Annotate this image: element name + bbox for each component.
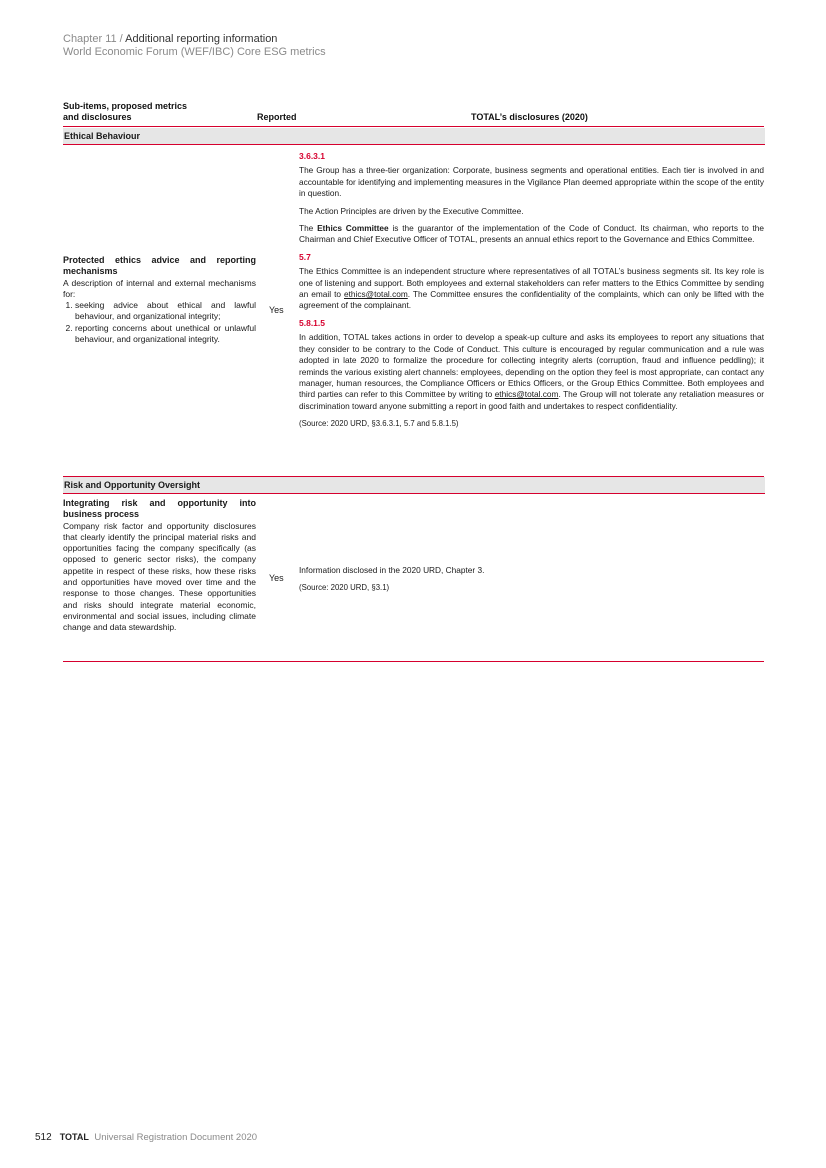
column-header-disclosures: TOTAL’s disclosures (2020) [471,112,588,122]
ethics-email-link[interactable]: ethics@total.com [344,289,408,300]
disclosure-cell [299,565,764,600]
metric-title: Integrating risk and opportunity into business process [63,498,256,520]
ethics-email-link[interactable]: ethics@total.com [494,389,559,400]
metric-list [63,300,256,345]
page-number: 512 [35,1132,52,1143]
document-title: Universal Registration Document 2020 [94,1132,258,1143]
disclosure-cell [299,151,764,436]
section-band-ethical-behaviour: Ethical Behaviour [63,128,765,145]
disclosure-paragraph: Information disclosed in the 2020 URD, Chapter 3. [299,565,485,575]
disclosure-paragraph: The Action Principles are driven by the Executive Committee. [299,205,524,216]
list-item: 1. seeking advice about ethical and lawful behaviour, and organizational integrity; [75,300,256,323]
reference-number: 5.8.1.5 [299,317,325,328]
table-header [63,100,764,127]
metric-title: Protected ethics advice and reporting mechanisms [63,255,256,277]
column-header-reported: Reported [257,112,297,122]
table-row [63,146,764,477]
page-subtitle: World Economic Forum (WEF/IBC) Core ESG metrics [63,46,326,58]
reported-value: Yes [269,305,284,315]
disclosure-paragraph: The Group has a three-tier organization: Corporate, business segments and operational entities. Each tier is involved in and accountable for identifying and implementing measures in the Vigilance Plan deemed appropriate within the scope of the entity in question. [299,165,764,199]
chapter-line: Chapter 11 / Additional reporting information [63,33,278,45]
reference-number: 5.7 [299,251,311,262]
chapter-label: Chapter 11 [63,33,117,45]
page-footer [35,1131,257,1144]
disclosure-paragraph: In addition, TOTAL takes actions in order to develop a speak-up culture and asks its employees to report any situations that they consider to be contrary to the Code of Conduct. This culture is encouraged by regular communication and a rule was adopted in late 2020 to formalize the procedure for collecting integrity alerts (corruption, fraud and influence peddling); it reminds the various existing alert channels: employees, depending on the option they feel is most appropriate, can contact any manager, human resources, the Compliance Officers or Ethics Officers, or the Group Ethics Committee. Both employees and third parties can refer to this Committee by writing to ethics@total.com. The Group will not tolerate any retaliation measures or discrimination toward anyone submitting a report in good faith and undertakes to respect confidentiality. [299,332,764,411]
reference-number: 3.6.3.1 [299,151,325,161]
column-header-subitems: Sub-items, proposed metrics and disclosures [63,101,188,122]
metric-description: A description of internal and external mechanisms for: [63,277,256,299]
metric-description: Company risk factor and opportunity disclosures that clearly identify the principal material risks and opportunities facing the company specifically (as opposed to generic sector risks), the company appetite in respect of these risks, how these risks and opportunities have moved over time and the response to those changes. These opportunities and risks should integrate material economic, environmental and social issues, including climate change and data stewardship. [63,520,256,633]
metric-cell [63,255,256,345]
metric-cell [63,498,256,634]
ethics-committee-bold: Ethics Committee [317,223,389,234]
reported-value: Yes [269,573,284,583]
section-title: Additional reporting information [125,33,278,45]
disclosure-paragraph: The Ethics Committee is an independent structure where representatives of all TOTAL’s business segments sit. Its key role is one of listening and support. Both employees and external stakeholders can refer matters to the Ethics Committee by sending an email to ethics@total.com. The Committee ensures the confidentiality of the complaints, which can only be lifted with the agreement of the complainant. [299,266,765,311]
table-row [63,495,764,662]
section-band-risk-opportunity: Risk and Opportunity Oversight [63,477,765,494]
page-header [63,33,326,59]
brand-name: TOTAL [59,1132,89,1142]
disclosure-paragraph: The Ethics Committee is the guarantor of the implementation of the Code of Conduct. Its chairman, who reports to the Chairman and Chief Executive Officer of TOTAL, presents an annual ethics report to the Governance and Ethics Committee. [299,223,765,245]
list-item: 2. reporting concerns about unethical or unlawful behaviour, and organizational integrity. [75,323,256,346]
source-note: (Source: 2020 URD, §3.6.3.1, 5.7 and 5.8.1.5) [299,419,459,429]
source-note: (Source: 2020 URD, §3.1) [299,583,390,593]
